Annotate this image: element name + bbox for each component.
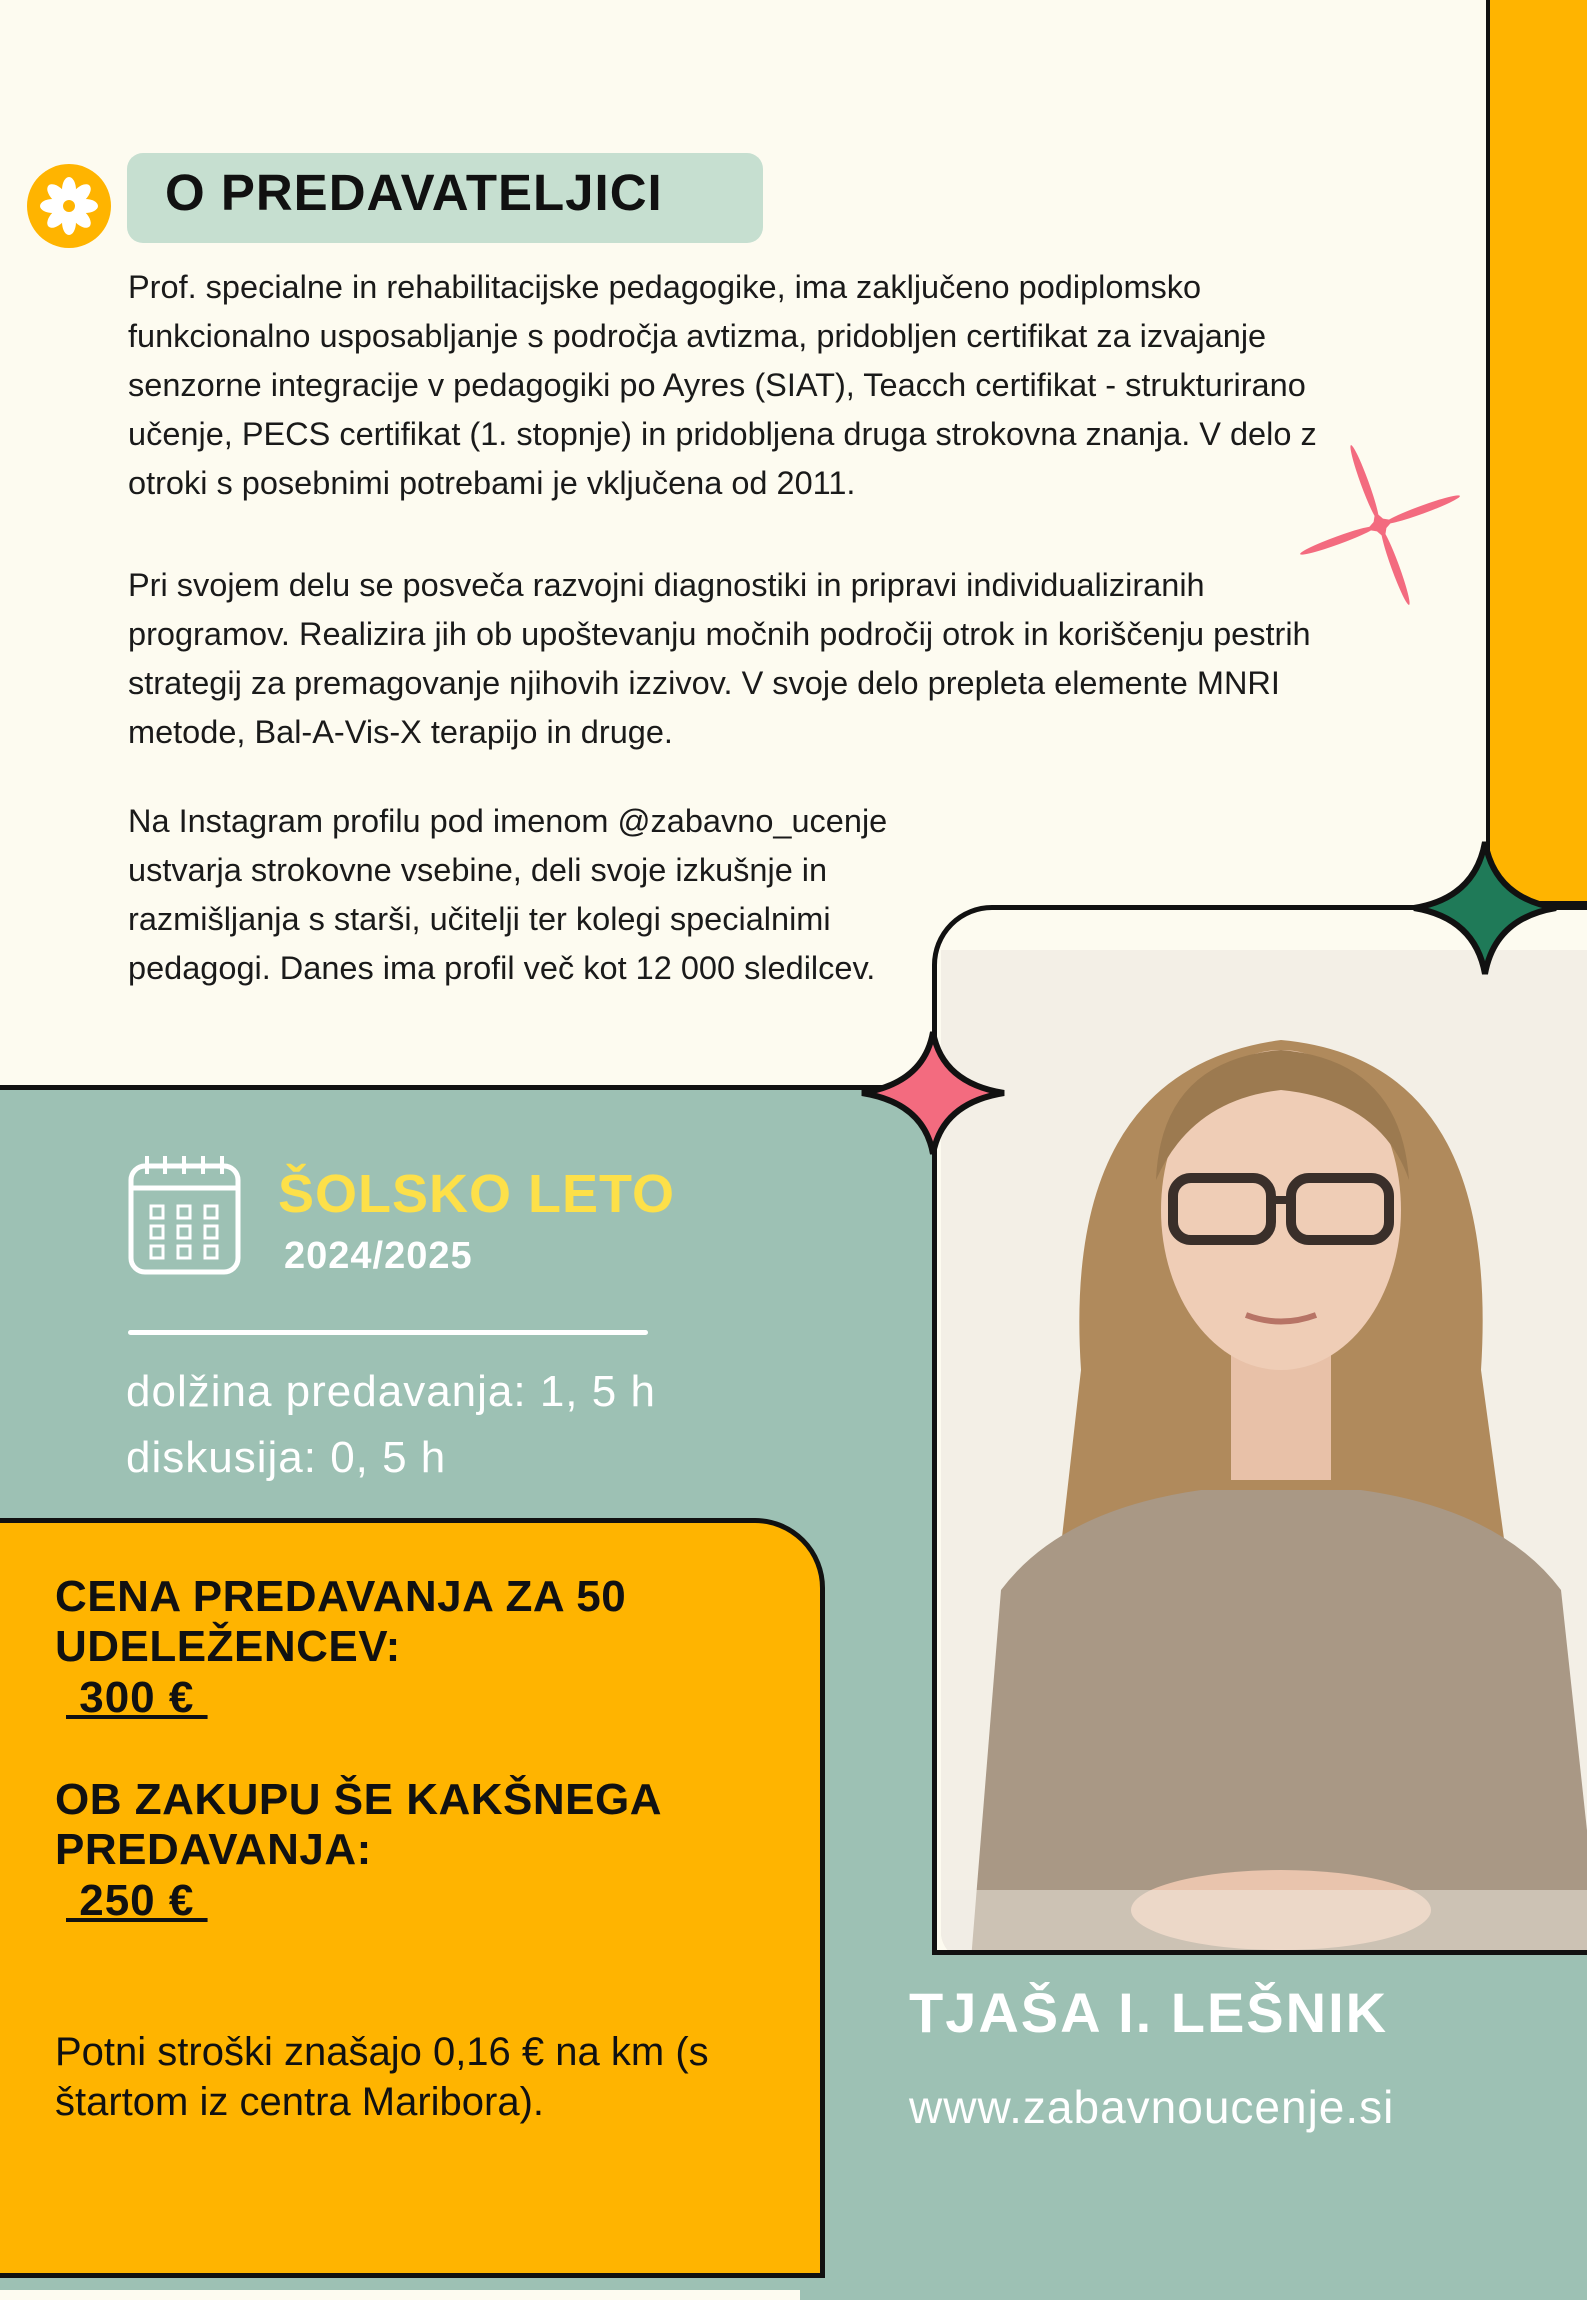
bio-paragraph-1: Prof. specialne in rehabilitacijske pedagogike, ima zaključeno podiplomsko funkcionalno usposabljanje s področja avtizma, pridobljen certifikat za izvajanje senzorne integracije v pedagogiki po Ayres (SIAT), Teacch certifikat - strukturirano učenje, PECS certifikat (1. stopnje) in pridobljena druga strokovna znanja. V delo z otroki s posebnimi potrebami je vključena od 2011. — [128, 269, 1317, 501]
lecturer-name: TJAŠA I. LEŠNIK — [909, 1981, 1389, 2044]
price-1-value: 300 € — [66, 1673, 208, 1722]
photo-frame — [932, 905, 1587, 1955]
travel-cost-note: Potni stroški znašajo 0,16 € na km (s štartom iz centra Maribora). — [55, 2030, 709, 2124]
price-1-label: CENA PREDAVANJA ZA 50 UDELEŽENCEV: — [55, 1572, 627, 1671]
flower-icon — [26, 163, 112, 249]
lecture-duration: dolžina predavanja: 1, 5 h — [126, 1367, 656, 1416]
divider — [128, 1330, 648, 1335]
page-title: O PREDAVATELJICI — [165, 164, 663, 221]
orange-decor-bar — [1486, 0, 1587, 905]
green-star-icon — [1410, 838, 1560, 978]
school-year-title: ŠOLSKO LETO — [278, 1164, 676, 1224]
price-2-label: OB ZAKUPU ŠE KAKŠNEGA PREDAVANJA: — [55, 1775, 661, 1874]
website-link[interactable]: www.zabavnoucenje.si — [909, 2081, 1395, 2133]
lecturer-photo — [941, 950, 1587, 1955]
bio-paragraph-2: Pri svojem delu se posveča razvojni diagnostiki in pripravi individualiziranih programov. Realizira jih ob upoštevanju močnih področij otrok in koriščenju pestrih strategij za premagovanje njihovih izzivov. V svoje delo prepleta elemente MNRI metode, Bal-A-Vis-X terapijo in druge. — [128, 567, 1311, 750]
pink-star-icon — [858, 1028, 1008, 1158]
bio-paragraph-3: Na Instagram profilu pod imenom @zabavno_ucenje ustvarja strokovne vsebine, deli svoje izkušnje in razmišljanja s starši, učitelji ter kolegi specialnimi pedagogi. Danes ima profil več kot 12 000 sledilcev. — [128, 803, 888, 986]
school-year-value: 2024/2025 — [284, 1235, 473, 1277]
calendar-icon — [127, 1152, 242, 1277]
discussion-duration: diskusija: 0, 5 h — [126, 1433, 447, 1482]
price-2-value: 250 € — [66, 1876, 208, 1925]
